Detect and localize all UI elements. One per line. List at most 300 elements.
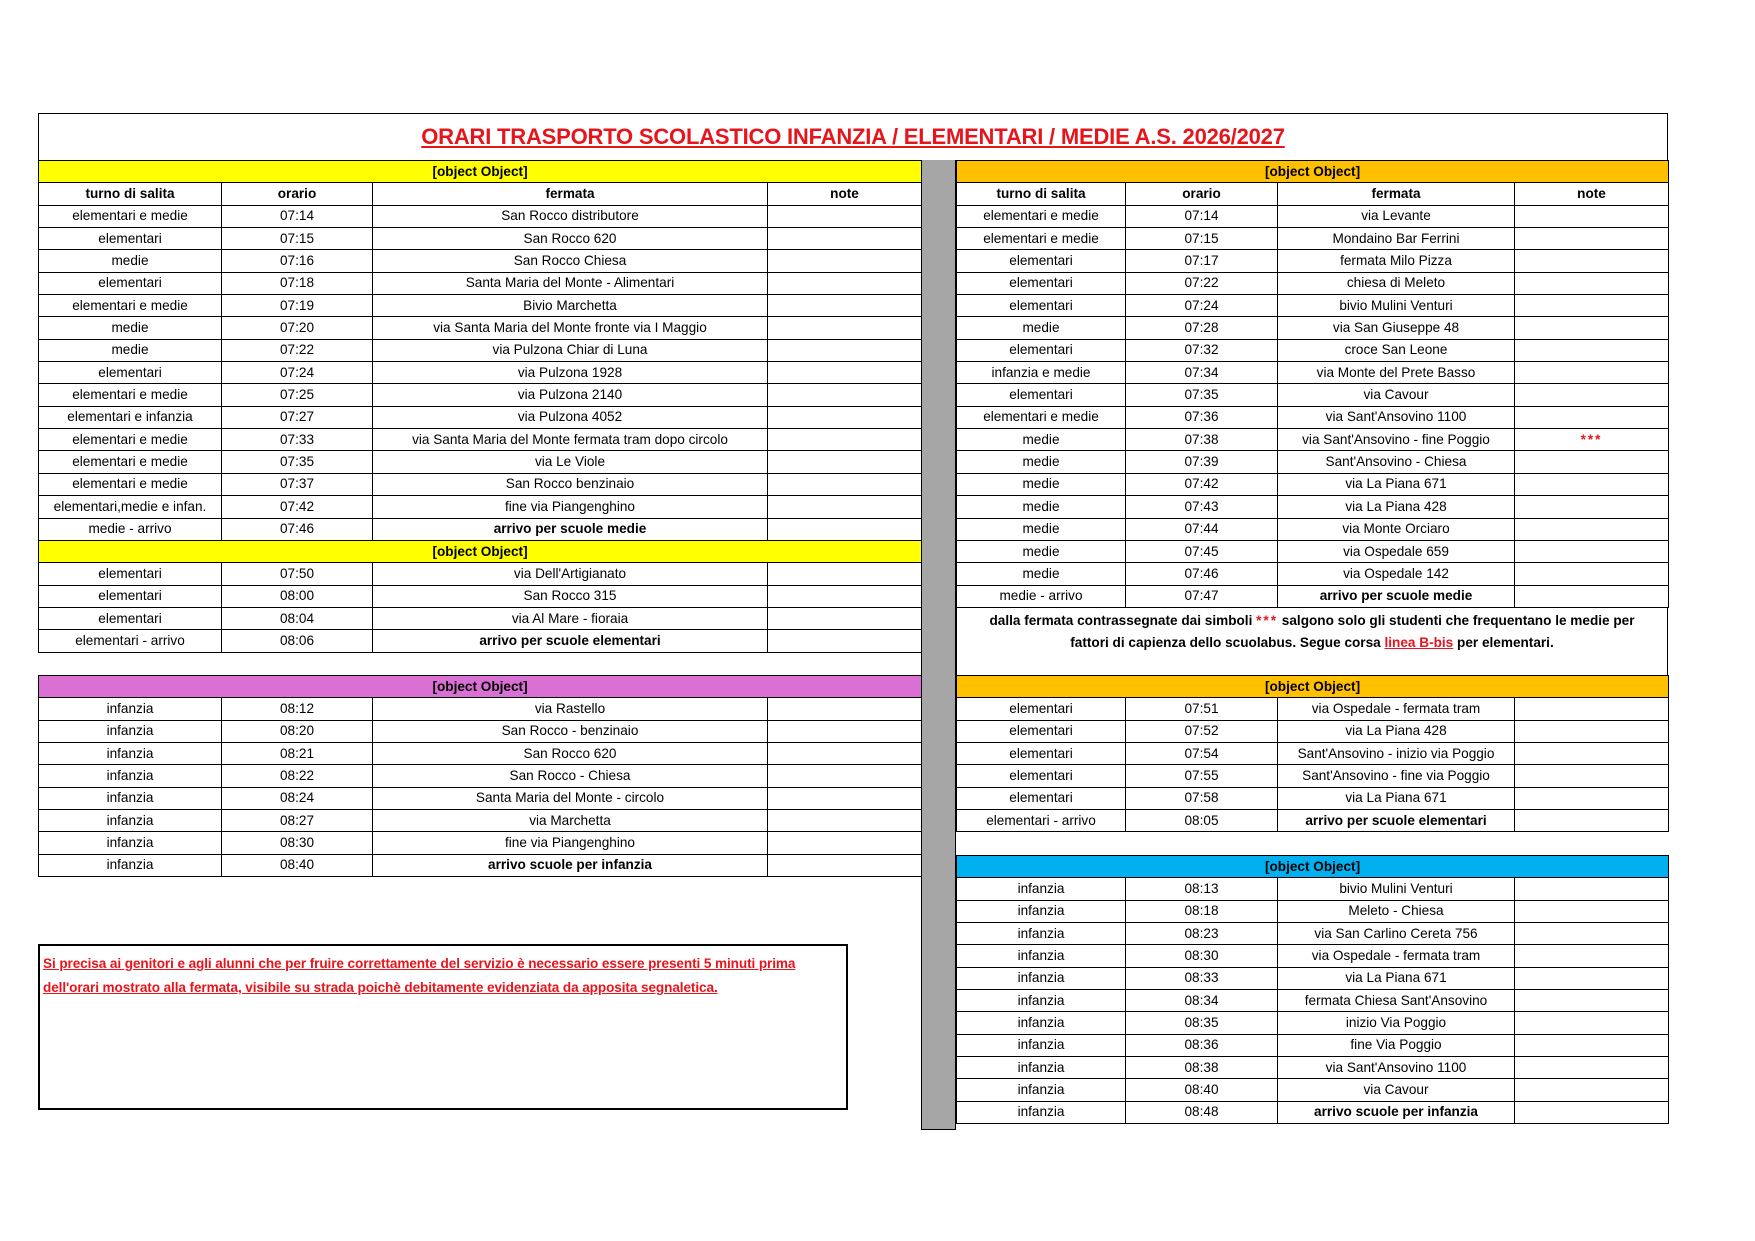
- note-cell: [1515, 451, 1669, 473]
- orario-cell: 07:38: [1126, 429, 1278, 451]
- table-row: [39, 832, 922, 854]
- orario-cell: 08:13: [1126, 878, 1278, 900]
- turno-cell: elementari: [39, 228, 222, 250]
- linea-a-bis-label: [object Object]: [39, 540, 922, 562]
- orario-cell: 07:17: [1126, 250, 1278, 272]
- orario-cell: 07:55: [1126, 765, 1278, 787]
- orario-cell: 08:27: [222, 810, 373, 832]
- note-cell: [768, 272, 922, 294]
- orario-cell: 08:00: [222, 585, 373, 607]
- turno-cell: elementari e medie: [39, 429, 222, 451]
- fermata-cell: arrivo scuole per infanzia: [373, 854, 768, 876]
- orario-cell: 07:15: [222, 228, 373, 250]
- table-row: [957, 945, 1669, 967]
- col-note-header: note: [1515, 183, 1669, 205]
- infanzia-b-body: [957, 856, 1669, 1124]
- turno-cell: medie: [39, 339, 222, 361]
- orario-cell: 07:22: [222, 339, 373, 361]
- linea-b-label: [object Object]: [957, 161, 1669, 183]
- turno-cell: elementari: [957, 272, 1126, 294]
- note-cell: [768, 810, 922, 832]
- note-cell: [1515, 1057, 1669, 1079]
- note-cell: [1515, 878, 1669, 900]
- table-row: [957, 295, 1669, 317]
- note-cell: [768, 228, 922, 250]
- turno-cell: elementari e infanzia: [39, 406, 222, 428]
- note-cell: [1515, 295, 1669, 317]
- orario-cell: 07:43: [1126, 496, 1278, 518]
- fermata-cell: via La Piana 671: [1278, 967, 1515, 989]
- turno-cell: medie: [957, 473, 1126, 495]
- note-cell: [1515, 317, 1669, 339]
- orario-cell: 07:37: [222, 473, 373, 495]
- turno-cell: infanzia: [957, 990, 1126, 1012]
- fermata-cell: fine via Piangenghino: [373, 496, 768, 518]
- table-row: [957, 362, 1669, 384]
- turno-cell: elementari: [957, 720, 1126, 742]
- note-cell: [1515, 496, 1669, 518]
- orario-cell: 08:04: [222, 607, 373, 629]
- table-row: [39, 810, 922, 832]
- table-row: [957, 720, 1669, 742]
- note-cell: [768, 585, 922, 607]
- turno-cell: medie - arrivo: [957, 585, 1126, 607]
- turno-cell: infanzia: [39, 765, 222, 787]
- note-text: dalla fermata contrassegnate dai simboli: [989, 613, 1257, 628]
- infanzia-b-header-row: [957, 856, 1669, 878]
- fermata-cell: via Santa Maria del Monte fronte via I Maggio: [373, 317, 768, 339]
- note-cell: [1515, 945, 1669, 967]
- note-cell: [1515, 518, 1669, 540]
- note-cell: [1515, 1101, 1669, 1123]
- orario-cell: 07:47: [1126, 585, 1278, 607]
- fermata-cell: via La Piana 428: [1278, 720, 1515, 742]
- col-fermata-header: fermata: [1278, 183, 1515, 205]
- note-cell: [1515, 205, 1669, 227]
- fermata-cell: via Dell'Artigianato: [373, 563, 768, 585]
- note-cell: [1515, 990, 1669, 1012]
- orario-cell: 08:30: [222, 832, 373, 854]
- table-row: [957, 228, 1669, 250]
- note-cell: [768, 451, 922, 473]
- fermata-cell: via Monte del Prete Basso: [1278, 362, 1515, 384]
- orario-cell: 08:33: [1126, 967, 1278, 989]
- fermata-cell: chiesa di Meleto: [1278, 272, 1515, 294]
- fermata-cell: fine Via Poggio: [1278, 1034, 1515, 1056]
- table-row: [957, 339, 1669, 361]
- orario-cell: 08:21: [222, 743, 373, 765]
- table-row: [39, 250, 922, 272]
- linea-b-note-line2: [957, 632, 1667, 654]
- linea-b-bis-body: [957, 676, 1669, 832]
- note-cell: [768, 317, 922, 339]
- fermata-cell: via Monte Orciaro: [1278, 518, 1515, 540]
- turno-cell: elementari: [39, 362, 222, 384]
- table-row: [957, 384, 1669, 406]
- fermata-cell: via Ospedale 142: [1278, 563, 1515, 585]
- orario-cell: 08:05: [1126, 810, 1278, 832]
- table-row: [39, 630, 922, 652]
- note-cell: [768, 854, 922, 876]
- fermata-cell: via Pulzona 1928: [373, 362, 768, 384]
- note-cell: [1515, 698, 1669, 720]
- turno-cell: infanzia: [39, 854, 222, 876]
- table-row: [957, 765, 1669, 787]
- turno-cell: infanzia: [957, 878, 1126, 900]
- note-cell: [768, 339, 922, 361]
- linea-a-table: [38, 160, 922, 653]
- table-row: [39, 339, 922, 361]
- linea-a-body: [39, 161, 922, 653]
- fermata-cell: San Rocco Chiesa: [373, 250, 768, 272]
- fermata-cell: arrivo per scuole medie: [373, 518, 768, 540]
- col-note-header: note: [768, 183, 922, 205]
- linea-a-header-row: [39, 161, 922, 183]
- orario-cell: 07:25: [222, 384, 373, 406]
- table-row: [957, 1101, 1669, 1123]
- turno-cell: infanzia: [957, 945, 1126, 967]
- linea-b-header-row: [957, 161, 1669, 183]
- note-cell: [1515, 787, 1669, 809]
- fermata-cell: via Ospedale - fermata tram: [1278, 945, 1515, 967]
- turno-cell: elementari,medie e infan.: [39, 496, 222, 518]
- infanzia-a-header-row: [39, 676, 922, 698]
- note-cell: [1515, 967, 1669, 989]
- orario-cell: 07:39: [1126, 451, 1278, 473]
- orario-cell: 08:40: [222, 854, 373, 876]
- col-turno-header: turno di salita: [39, 183, 222, 205]
- fermata-cell: via Cavour: [1278, 1079, 1515, 1101]
- table-row: [957, 990, 1669, 1012]
- fermata-cell: bivio Mulini Venturi: [1278, 878, 1515, 900]
- note-cell: [768, 787, 922, 809]
- orario-cell: 08:40: [1126, 1079, 1278, 1101]
- table-row: [39, 429, 922, 451]
- linea-b-bis-link[interactable]: linea B-bis: [1384, 635, 1454, 650]
- note-cell: [768, 563, 922, 585]
- fermata-cell: bivio Mulini Venturi: [1278, 295, 1515, 317]
- note-cell: [768, 518, 922, 540]
- note-cell: [768, 384, 922, 406]
- note-cell: [1515, 765, 1669, 787]
- orario-cell: 07:35: [1126, 384, 1278, 406]
- column-header-row: [957, 183, 1669, 205]
- note-text: salgono solo gli studenti che frequentano le medie per: [1278, 613, 1635, 628]
- table-row: [957, 563, 1669, 585]
- orario-cell: 08:12: [222, 698, 373, 720]
- note-cell: [768, 607, 922, 629]
- orario-cell: 07:22: [1126, 272, 1278, 294]
- orario-cell: 07:36: [1126, 406, 1278, 428]
- note-text: per elementari.: [1453, 635, 1554, 650]
- turno-cell: infanzia: [957, 923, 1126, 945]
- orario-cell: 07:24: [1126, 295, 1278, 317]
- orario-cell: 07:24: [222, 362, 373, 384]
- fermata-cell: via La Piana 428: [1278, 496, 1515, 518]
- linea-a-bis-header-row: [39, 540, 922, 562]
- note-cell: [1515, 1012, 1669, 1034]
- fermata-cell: fermata Chiesa Sant'Ansovino: [1278, 990, 1515, 1012]
- infanzia-a-table: [38, 675, 922, 877]
- table-row: [39, 272, 922, 294]
- fermata-cell: Sant'Ansovino - Chiesa: [1278, 451, 1515, 473]
- table-row: [957, 900, 1669, 922]
- fermata-cell: San Rocco 620: [373, 228, 768, 250]
- turno-cell: medie: [957, 540, 1126, 562]
- linea-b-bis-header-row: [957, 676, 1669, 698]
- orario-cell: 08:36: [1126, 1034, 1278, 1056]
- infanzia-a-label: [object Object]: [39, 676, 922, 698]
- turno-cell: infanzia: [39, 787, 222, 809]
- table-row: [957, 1079, 1669, 1101]
- note-cell: [1515, 900, 1669, 922]
- linea-b-table: [956, 160, 1669, 608]
- fermata-cell: San Rocco 620: [373, 743, 768, 765]
- col-orario-header: orario: [222, 183, 373, 205]
- fermata-cell: via Levante: [1278, 205, 1515, 227]
- turno-cell: elementari: [957, 698, 1126, 720]
- turno-cell: infanzia: [39, 698, 222, 720]
- fermata-cell: via La Piana 671: [1278, 787, 1515, 809]
- table-row: [957, 585, 1669, 607]
- orario-cell: 07:46: [1126, 563, 1278, 585]
- table-row: [39, 451, 922, 473]
- turno-cell: medie: [957, 518, 1126, 540]
- note-cell: [1515, 473, 1669, 495]
- note-cell: [768, 250, 922, 272]
- col-turno-header: turno di salita: [957, 183, 1126, 205]
- note-cell: [768, 832, 922, 854]
- fermata-cell: via Ospedale 659: [1278, 540, 1515, 562]
- orario-cell: 07:20: [222, 317, 373, 339]
- table-row: [39, 295, 922, 317]
- turno-cell: elementari: [957, 743, 1126, 765]
- fermata-cell: San Rocco - benzinaio: [373, 720, 768, 742]
- fermata-cell: via Sant'Ansovino 1100: [1278, 1057, 1515, 1079]
- table-row: [39, 496, 922, 518]
- turno-cell: infanzia: [957, 1079, 1126, 1101]
- note-cell: [1515, 743, 1669, 765]
- fermata-cell: via Ospedale - fermata tram: [1278, 698, 1515, 720]
- turno-cell: infanzia: [957, 1034, 1126, 1056]
- infanzia-a-body: [39, 676, 922, 877]
- note-cell: [1515, 406, 1669, 428]
- fermata-cell: arrivo per scuole elementari: [1278, 810, 1515, 832]
- fermata-cell: via Pulzona 2140: [373, 384, 768, 406]
- fermata-cell: Bivio Marchetta: [373, 295, 768, 317]
- table-row: [39, 787, 922, 809]
- note-cell: [1515, 272, 1669, 294]
- fermata-cell: San Rocco 315: [373, 585, 768, 607]
- table-row: [39, 362, 922, 384]
- turno-cell: infanzia: [957, 967, 1126, 989]
- column-separator: [921, 160, 956, 1130]
- table-row: [957, 272, 1669, 294]
- fermata-cell: Santa Maria del Monte - Alimentari: [373, 272, 768, 294]
- col-fermata-header: fermata: [373, 183, 768, 205]
- turno-cell: elementari e medie: [39, 384, 222, 406]
- turno-cell: infanzia: [39, 720, 222, 742]
- turno-cell: elementari e medie: [39, 205, 222, 227]
- turno-cell: elementari: [957, 250, 1126, 272]
- orario-cell: 07:51: [1126, 698, 1278, 720]
- orario-cell: 07:34: [1126, 362, 1278, 384]
- fermata-cell: via Le Viole: [373, 451, 768, 473]
- note-cell: [768, 765, 922, 787]
- turno-cell: elementari: [39, 563, 222, 585]
- table-row: [39, 205, 922, 227]
- fermata-cell: via San Carlino Cereta 756: [1278, 923, 1515, 945]
- infanzia-b-label: [object Object]: [957, 856, 1669, 878]
- orario-cell: 07:50: [222, 563, 373, 585]
- fermata-cell: via Sant'Ansovino 1100: [1278, 406, 1515, 428]
- title-box: [38, 113, 1668, 160]
- table-row: [957, 1057, 1669, 1079]
- fermata-cell: via Pulzona 4052: [373, 406, 768, 428]
- fermata-cell: Sant'Ansovino - inizio via Poggio: [1278, 743, 1515, 765]
- table-row: [957, 810, 1669, 832]
- table-row: [39, 317, 922, 339]
- fermata-cell: via Pulzona Chiar di Luna: [373, 339, 768, 361]
- col-orario-header: orario: [1126, 183, 1278, 205]
- table-row: [957, 205, 1669, 227]
- table-row: [39, 765, 922, 787]
- fermata-cell: Santa Maria del Monte - circolo: [373, 787, 768, 809]
- turno-cell: infanzia: [39, 743, 222, 765]
- note-cell: [768, 429, 922, 451]
- turno-cell: medie: [39, 250, 222, 272]
- orario-cell: 07:14: [222, 205, 373, 227]
- fermata-cell: via Santa Maria del Monte fermata tram dopo circolo: [373, 429, 768, 451]
- fermata-cell: via La Piana 671: [1278, 473, 1515, 495]
- orario-cell: 08:20: [222, 720, 373, 742]
- note-cell: [1515, 1034, 1669, 1056]
- turno-cell: elementari: [39, 607, 222, 629]
- table-row: [39, 720, 922, 742]
- orario-cell: 07:28: [1126, 317, 1278, 339]
- turno-cell: elementari: [39, 585, 222, 607]
- fermata-cell: via Al Mare - fioraia: [373, 607, 768, 629]
- turno-cell: elementari e medie: [39, 473, 222, 495]
- table-row: [39, 406, 922, 428]
- orario-cell: 07:33: [222, 429, 373, 451]
- note-cell: [1515, 250, 1669, 272]
- table-row: [957, 496, 1669, 518]
- table-row: [957, 406, 1669, 428]
- note-cell: [1515, 228, 1669, 250]
- table-row: [957, 787, 1669, 809]
- fermata-cell: Sant'Ansovino - fine via Poggio: [1278, 765, 1515, 787]
- fermata-cell: arrivo per scuole elementari: [373, 630, 768, 652]
- turno-cell: elementari: [957, 295, 1126, 317]
- table-row: [39, 384, 922, 406]
- orario-cell: 08:06: [222, 630, 373, 652]
- table-row: [957, 429, 1669, 451]
- column-header-row: [39, 183, 922, 205]
- table-row: [39, 607, 922, 629]
- note-cell: [1515, 362, 1669, 384]
- table-row: [957, 317, 1669, 339]
- orario-cell: 08:24: [222, 787, 373, 809]
- table-row: [957, 473, 1669, 495]
- note-cell: [768, 743, 922, 765]
- note-cell: [768, 496, 922, 518]
- orario-cell: 07:46: [222, 518, 373, 540]
- turno-cell: elementari - arrivo: [957, 810, 1126, 832]
- table-row: [957, 451, 1669, 473]
- turno-cell: infanzia: [957, 900, 1126, 922]
- table-row: [957, 743, 1669, 765]
- orario-cell: 08:35: [1126, 1012, 1278, 1034]
- table-row: [39, 518, 922, 540]
- note-cell: [768, 406, 922, 428]
- orario-cell: 07:52: [1126, 720, 1278, 742]
- turno-cell: medie: [957, 451, 1126, 473]
- linea-a-label: [object Object]: [39, 161, 922, 183]
- fermata-cell: inizio Via Poggio: [1278, 1012, 1515, 1034]
- turno-cell: elementari e medie: [39, 451, 222, 473]
- table-row: [39, 585, 922, 607]
- fermata-cell: via Marchetta: [373, 810, 768, 832]
- table-row: [957, 967, 1669, 989]
- turno-cell: infanzia e medie: [957, 362, 1126, 384]
- orario-cell: 08:34: [1126, 990, 1278, 1012]
- note-cell: [768, 698, 922, 720]
- turno-cell: medie: [957, 496, 1126, 518]
- turno-cell: elementari e medie: [957, 205, 1126, 227]
- table-row: [39, 228, 922, 250]
- note-cell: [1515, 384, 1669, 406]
- turno-cell: elementari: [957, 339, 1126, 361]
- fermata-cell: via Cavour: [1278, 384, 1515, 406]
- note-cell: ***: [1515, 429, 1669, 451]
- fermata-cell: fermata Milo Pizza: [1278, 250, 1515, 272]
- turno-cell: elementari: [39, 272, 222, 294]
- table-row: [39, 473, 922, 495]
- orario-cell: 08:30: [1126, 945, 1278, 967]
- fermata-cell: via Rastello: [373, 698, 768, 720]
- orario-cell: 08:22: [222, 765, 373, 787]
- fermata-cell: San Rocco - Chiesa: [373, 765, 768, 787]
- table-row: [39, 743, 922, 765]
- table-row: [957, 698, 1669, 720]
- turno-cell: elementari - arrivo: [39, 630, 222, 652]
- orario-cell: 07:27: [222, 406, 373, 428]
- notice-line1: Si precisa ai genitori e agli alunni che per fruire correttamente del servizio è necessario essere presenti 5 minuti prima: [43, 956, 796, 971]
- turno-cell: medie: [957, 563, 1126, 585]
- turno-cell: medie: [39, 317, 222, 339]
- table-row: [39, 563, 922, 585]
- fermata-cell: Mondaino Bar Ferrini: [1278, 228, 1515, 250]
- turno-cell: elementari e medie: [957, 228, 1126, 250]
- note-cell: [1515, 720, 1669, 742]
- turno-cell: elementari: [957, 384, 1126, 406]
- note-cell: [1515, 563, 1669, 585]
- infanzia-b-table: [956, 855, 1669, 1124]
- note-text: fattori di capienza dello scuolabus. Segue corsa: [1070, 635, 1385, 650]
- turno-cell: infanzia: [957, 1101, 1126, 1123]
- orario-cell: 07:18: [222, 272, 373, 294]
- note-cell: [768, 205, 922, 227]
- orario-cell: 07:45: [1126, 540, 1278, 562]
- note-cell: [768, 362, 922, 384]
- table-row: [957, 923, 1669, 945]
- orario-cell: 07:58: [1126, 787, 1278, 809]
- orario-cell: 07:44: [1126, 518, 1278, 540]
- note-cell: [768, 295, 922, 317]
- turno-cell: infanzia: [39, 810, 222, 832]
- table-row: [39, 854, 922, 876]
